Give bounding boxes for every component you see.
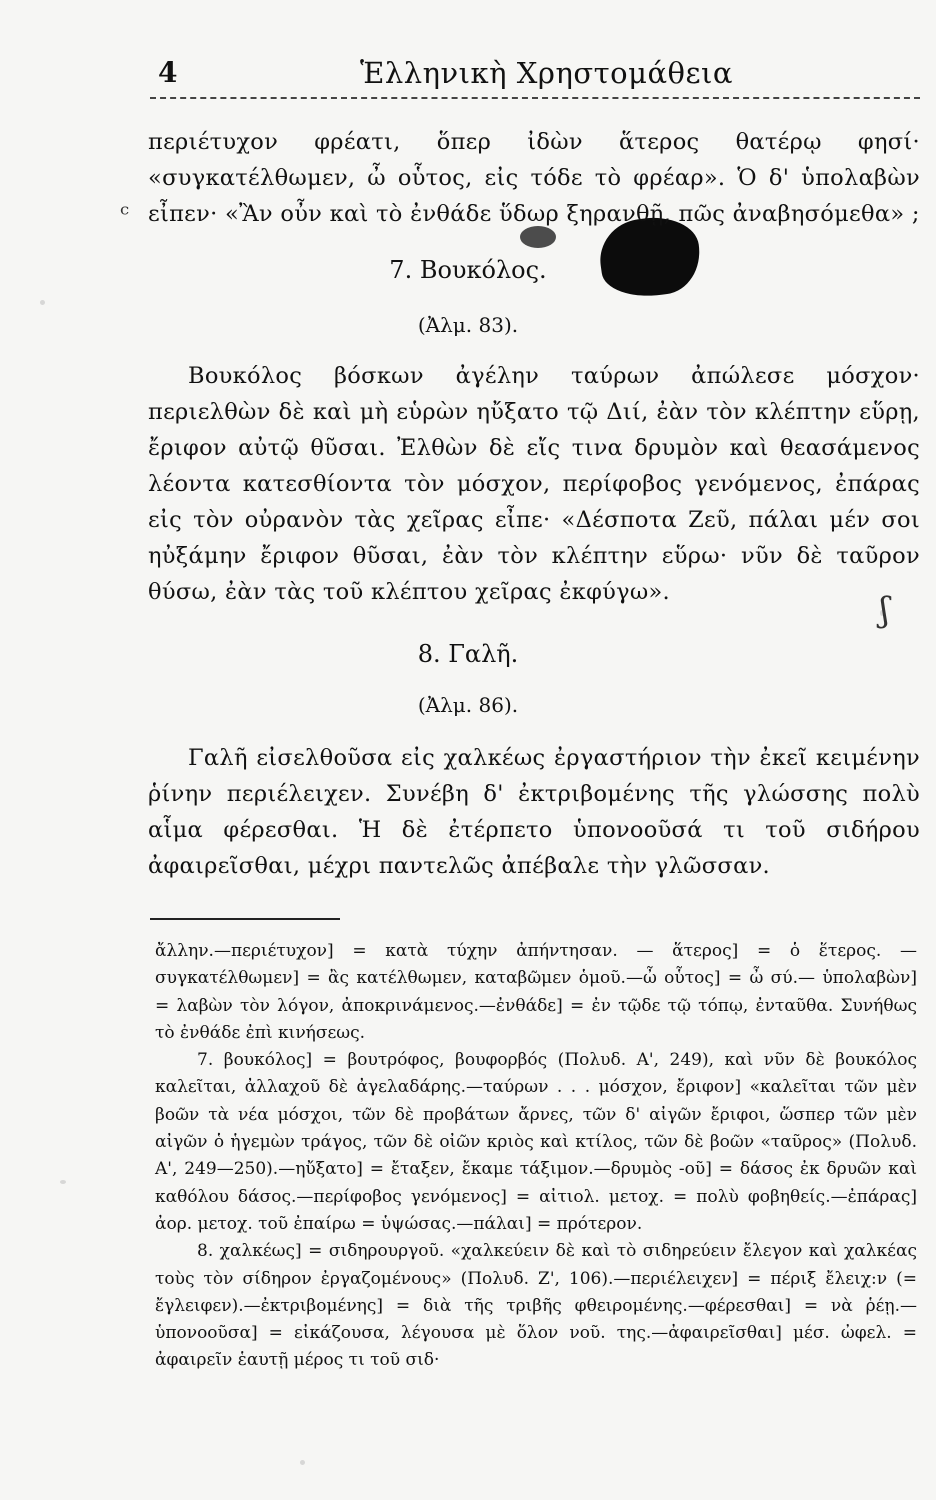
section-7-source: (Ἀλμ. 83).: [417, 313, 519, 337]
header-rule: [150, 97, 920, 99]
intro-text: περιέτυχον φρέατι, ὅπερ ἰδὼν ἅτερος θατέρῳ φησί· «συγκατέλθωμεν, ὦ οὗτος, εἰς τόδε τὸ φρέαρ». Ὁ δ' ὑπολαβὼν εἶπεν· «Ἂν οὖν καὶ τὸ ἐνθάδε ὕδωρ ξηρανθῇ, πῶς ἀναβησόμεθα» ;: [148, 129, 920, 227]
footnote-rule: [150, 918, 340, 920]
intro-paragraph: [148, 124, 920, 232]
section-7-text: Βουκόλος βόσκων ἀγέλην ταύρων ἀπώλεσε μόσχον· περιελθὼν δὲ καὶ μὴ εὑρὼν ηὔξατο τῷ Διί, ἐὰν τὸν κλέπτην εὕρῃ, ἔριφον αὐτῷ θῦσαι. Ἐλθὼν δὲ εἴς τινα δρυμὸν καὶ θεασάμενος λέοντα κατεσθίοντα τὸν μόσχον, περίφοβος γενόμενος, ἐπάρας εἰς τὸν οὐρανὸν τὰς χεῖρας εἶπε· «Δέσποτα Ζεῦ, πάλαι μέν σοι ηὐξάμην ἔριφον θῦσαι, ἐὰν τὸν κλέπτην εὕρω· νῦν δὲ ταῦρον θύσω, ἐὰν τὰς τοῦ κλέπτου χεῖρας ἐκφύγω».: [148, 363, 920, 605]
section-7-paragraph: [148, 358, 920, 610]
section-7-title: 7. Βουκόλος.: [389, 256, 547, 284]
margin-mark: ʃ: [880, 590, 890, 630]
section-8-title: 8. Γαλῆ.: [417, 640, 519, 668]
paper-speck: [60, 1180, 66, 1184]
section-8-text: Γαλῆ εἰσελθοῦσα εἰς χαλκέως ἐργαστήριον τὴν ἐκεῖ κειμένην ῥίνην περιέλειχεν. Συνέβη δ' ἐκτριβομένης τῆς γλώσσης πολὺ αἷμα φέρεσθαι. Ἡ δὲ ἐτέρπετο ὑπονοοῦσά τι τοῦ σιδήρου ἀφαιρεῖσθαι, μέχρι παντελῶς ἀπέβαλε τὴν γλῶσσαν.: [148, 745, 920, 879]
section-8-source: (Ἀλμ. 86).: [417, 693, 519, 717]
running-title: Ἑλληνικὴ Χρηστομάθεια: [360, 56, 733, 90]
paper-speck: [40, 300, 45, 305]
margin-mark: ᶜ: [120, 200, 130, 230]
footnotes: [155, 938, 917, 1375]
section-8-paragraph: [148, 740, 920, 884]
paper-speck: [300, 1460, 305, 1465]
footnote-8: 8. χαλκέως] = σιδηρουργοῦ. «χαλκεύειν δὲ καὶ τὸ σιδηρεύειν ἔλεγον καὶ χαλκέας τοὺς τὸν σίδηρον ἐργαζομένους» (Πολυδ. Ζ', 106).—περιέλειχεν] = πέριξ ἔλειχ:ν (= ἔγλειφεν).—ἐκτριβομένης] = διὰ τῆς τριβῆς φθειρομένης.—φέρεσθαι] = νὰ ῥέῃ.—ὑπονοοῦσα] = εἰκάζουσα, λέγουσα μὲ ὅλον νοῦ. της.—ἀφαιρεῖσθαι] μέσ. ὠφελ. = ἀφαιρεῖν ἑαυτῇ μέρος τι τοῦ σιδ·: [155, 1241, 917, 1371]
page-number: 4: [158, 56, 178, 89]
footnote-7: 7. βουκόλος] = βουτρόφος, βουφορβός (Πολυδ. Α', 249), καὶ νῦν δὲ βουκόλος καλεῖται, ἀλλαχοῦ δὲ ἀγελαδάρης.—ταύρων . . . μόσχον, ἔριφον] «καλεῖται τῶν μὲν βοῶν τὰ νέα μόσχοι, τῶν δὲ προβάτων ἄρνες, τῶν δ' αἰγῶν ἔριφοι, ὥσπερ τῶν μὲν αἰγῶν ὁ ἡγεμὼν τράγος, τῶν δὲ οἰῶν κριὸς καὶ κτίλος, τῶν δὲ βοῶν «ταῦρος» (Πολυδ. Α', 249—250).—ηὔξατο] = ἔταξεν, ἔκαμε τάξιμον.—δρυμὸς -οῦ] = δάσος ἐκ δρυῶν καὶ καθόλου δάσος.—περίφοβος γενόμενος] = αἰτιολ. μετοχ. = πολὺ φοβηθείς.—ἐπάρας] ἀορ. μετοχ. τοῦ ἐπαίρω = ὑψώσας.—πάλαι] = πρότερον.: [155, 1050, 917, 1234]
footnote-6: ἄλλην.—περιέτυχον] = κατὰ τύχην ἀπήντησαν. — ἅτερος] = ὁ ἕτερος. — συγκατέλθωμεν] = ἂς κατέλθωμεν, καταβῶμεν ὁμοῦ.—ὦ οὗτος] = ὦ σύ.— ὑπολαβὼν] = λαβὼν τὸν λόγον, ἀποκρινάμενος.—ἐνθάδε] = ἐν τῷδε τῷ τόπῳ, ἐνταῦθα. Συνήθως τὸ ἐνθάδε ἐπὶ κινήσεως.: [155, 941, 917, 1043]
page-header: [150, 52, 920, 98]
